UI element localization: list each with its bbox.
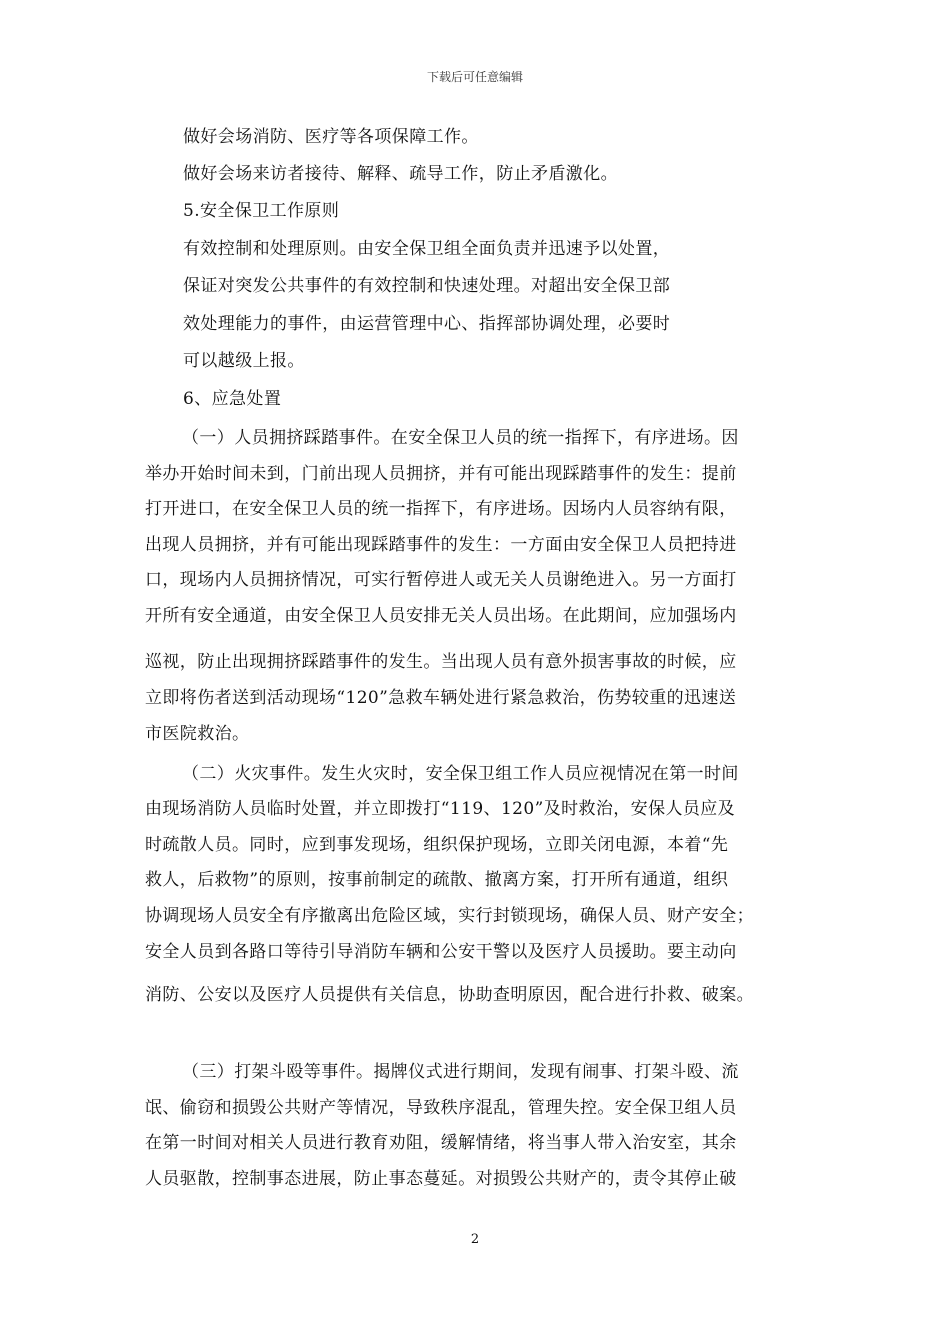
text-line: 有效控制和处理原则。由安全保卫组全面负责并迅速予以处置， [183, 239, 671, 259]
text-line: 口，现场内人员拥挤情况，可实行暂停进人或无关人员谢绝进入。另一方面打 [145, 570, 737, 590]
text-line: 氓、偷窃和损毁公共财产等情况，导致秩序混乱，管理失控。安全保卫组人员 [145, 1098, 737, 1118]
text-line: 立即将伤者送到活动现场“120”急救车辆处进行紧急救治，伤势较重的迅速送 [145, 688, 737, 708]
text-line: （二）火灾事件。发生火灾时，安全保卫组工作人员应视情况在第一时间 [182, 764, 739, 784]
text-line: 市医院救治。 [145, 724, 250, 744]
text-line: 做好会场消防、医疗等各项保障工作。 [183, 127, 479, 147]
text-line: 6、应急处置 [183, 389, 282, 409]
text-line: 保证对突发公共事件的有效控制和快速处理。对超出安全保卫部 [183, 276, 671, 296]
text-line: 5.安全保卫工作原则 [183, 201, 340, 221]
page-number: 2 [470, 1232, 480, 1247]
text-line: 协调现场人员安全有序撤离出危险区域，实行封锁现场，确保人员、财产安全； [145, 906, 754, 926]
text-line: 在第一时间对相关人员进行教育劝阻，缓解情绪，将当事人带入治安室，其余 [145, 1133, 737, 1153]
text-line: 时疏散人员。同时，应到事发现场，组织保护现场，立即关闭电源，本着“先 [145, 835, 729, 855]
text-line: 出现人员拥挤，并有可能出现踩踏事件的发生：一方面由安全保卫人员把持进 [145, 535, 737, 555]
text-line: 安全人员到各路口等待引导消防车辆和公安干警以及医疗人员援助。要主动向 [145, 942, 737, 962]
text-line: 举办开始时间未到，门前出现人员拥挤，并有可能出现踩踏事件的发生：提前 [145, 464, 737, 484]
text-line: （三）打架斗殴等事件。揭牌仪式进行期间，发现有闹事、打架斗殴、流 [182, 1062, 739, 1082]
page-header: 下载后可任意编辑 [426, 70, 523, 84]
text-line: 由现场消防人员临时处置，并立即拨打“119、120”及时救治，安保人员应及 [145, 799, 736, 819]
text-line: 救人，后救物”的原则，按事前制定的疏散、撤离方案，打开所有通道，组织 [145, 870, 729, 890]
text-line: 巡视，防止出现拥挤踩踏事件的发生。当出现人员有意外损害事故的时候，应 [145, 652, 737, 672]
text-line: 做好会场来访者接待、解释、疏导工作，防止矛盾激化。 [183, 164, 618, 184]
text-line: 人员驱散，控制事态进展，防止事态蔓延。对损毁公共财产的，责令其停止破 [145, 1169, 737, 1189]
text-line: 消防、公安以及医疗人员提供有关信息，协助查明原因，配合进行扑救、破案。 [145, 985, 754, 1005]
text-line: 效处理能力的事件，由运营管理中心、指挥部协调处理，必要时 [183, 314, 671, 334]
text-line: 可以越级上报。 [183, 351, 305, 371]
text-line: 开所有安全通道，由安全保卫人员安排无关人员出场。在此期间，应加强场内 [145, 606, 737, 626]
text-line: （一）人员拥挤踩踏事件。在安全保卫人员的统一指挥下，有序进场。因 [182, 428, 739, 448]
text-line: 打开进口，在安全保卫人员的统一指挥下，有序进场。因场内人员容纳有限， [145, 499, 737, 519]
